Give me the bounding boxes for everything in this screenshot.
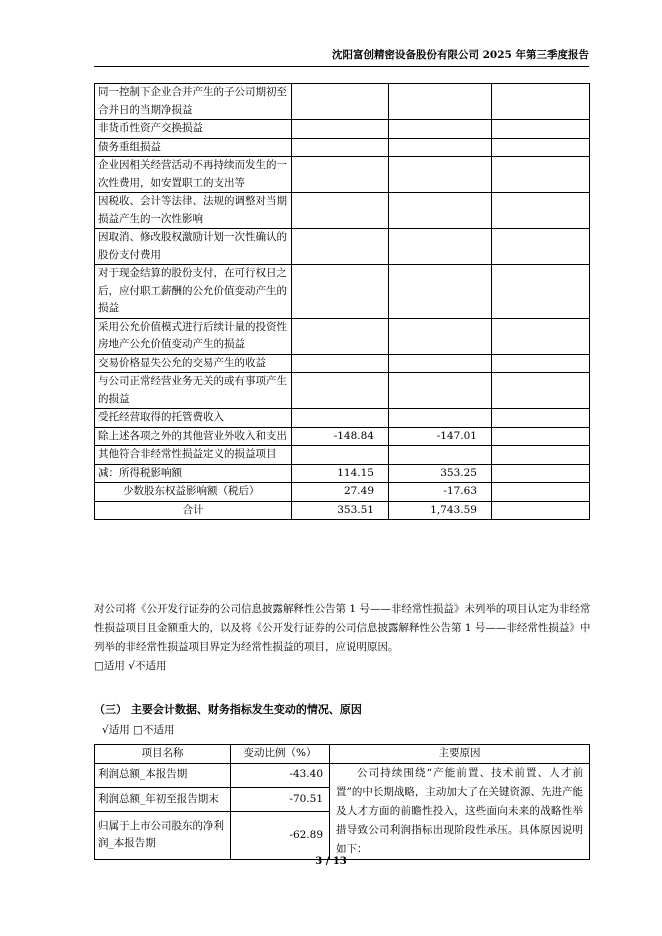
value-current-period: 114.15 — [292, 464, 389, 483]
table-row — [95, 84, 590, 120]
item-label: 其他符合非经常性损益定义的损益项目 — [95, 446, 292, 465]
value-note — [492, 427, 590, 446]
value-current-period — [292, 193, 389, 229]
value-note — [492, 409, 590, 428]
value-note — [492, 483, 590, 502]
value-current-period — [292, 409, 389, 428]
value-note — [492, 446, 590, 465]
table-row — [95, 446, 590, 465]
table-row — [95, 763, 590, 787]
value-year-to-date — [389, 229, 492, 265]
value-note — [492, 318, 590, 354]
header-reason: 主要原因 — [330, 745, 590, 764]
value-year-to-date — [389, 193, 492, 229]
item-name: 利润总额_本报告期 — [95, 763, 231, 787]
reason-text: 公司持续围绕“产能前置、技术前置、人才前置”的中长期战略，主动加大了在关键资源、先进产能及人才方面的前瞻性投入，这些面向未来的战略性举措导致公司利润指标出现阶段性承压。具体原因说明如下： — [336, 766, 583, 855]
value-current-period — [292, 318, 389, 354]
value-current-period — [292, 373, 389, 409]
value-note — [492, 84, 590, 120]
value-year-to-date: -17.63 — [389, 483, 492, 502]
item-label: 非货币性资产交换损益 — [95, 120, 292, 139]
change-ratio: -70.51 — [231, 787, 330, 811]
item-label: 债务重组损益 — [95, 138, 292, 157]
value-note — [492, 464, 590, 483]
table-row — [95, 318, 590, 354]
value-current-period — [292, 138, 389, 157]
table-row — [95, 373, 590, 409]
value-current-period — [292, 265, 389, 319]
value-year-to-date — [389, 354, 492, 373]
value-note — [492, 501, 590, 520]
value-current-period — [292, 354, 389, 373]
item-name: 归属于上市公司股东的净利润_本报告期 — [95, 812, 231, 859]
value-note — [492, 193, 590, 229]
value-year-to-date: 353.25 — [389, 464, 492, 483]
change-ratio: -43.40 — [231, 763, 330, 787]
disclosure-note — [94, 600, 594, 676]
item-label: 减：所得税影响额 — [95, 464, 292, 483]
item-name: 利润总额_年初至报告期末 — [95, 787, 231, 811]
table-row — [95, 501, 590, 520]
value-year-to-date — [389, 157, 492, 193]
item-label: 除上述各项之外的其他营业外收入和支出 — [95, 427, 292, 446]
value-year-to-date — [389, 318, 492, 354]
value-note — [492, 120, 590, 139]
value-note — [492, 265, 590, 319]
section-applicability: √适用 □不适用 — [102, 724, 175, 736]
note-text: 对公司将《公开发行证券的公司信息披露解释性公告第 1 号——非经常性损益》未列举的项目认定为非经常性损益项目且金额重大的，以及将《公开发行证券的公司信息披露解释性公告第 1 号——非经常性损益》中列举的非经常性损益项目界定为经常性损益的项目，应说明原因。 — [94, 603, 591, 653]
item-label: 交易价格显失公允的交易产生的收益 — [95, 354, 292, 373]
note-applicability: □适用 √不适用 — [94, 660, 167, 672]
value-year-to-date: 1,743.59 — [389, 501, 492, 520]
value-current-period — [292, 120, 389, 139]
value-year-to-date — [389, 265, 492, 319]
value-note — [492, 138, 590, 157]
item-label: 受托经营取得的托管费收入 — [95, 409, 292, 428]
table-row — [95, 157, 590, 193]
item-label: 对于现金结算的股份支付，在可行权日之后，应付职工薪酬的公允价值变动产生的损益 — [95, 265, 292, 319]
value-year-to-date — [389, 138, 492, 157]
value-year-to-date: -147.01 — [389, 427, 492, 446]
value-note — [492, 373, 590, 409]
value-current-period: 27.49 — [292, 483, 389, 502]
changes-table — [94, 744, 590, 860]
reason-cell — [330, 763, 590, 859]
value-note — [492, 354, 590, 373]
header-item: 项目名称 — [95, 745, 231, 764]
table-row — [95, 138, 590, 157]
item-label: 因税收、会计等法律、法规的调整对当期损益产生的一次性影响 — [95, 193, 292, 229]
table-row — [95, 265, 590, 319]
table-row — [95, 409, 590, 428]
table-row — [95, 354, 590, 373]
item-label: 企业因相关经营活动不再持续而发生的一次性费用，如安置职工的支出等 — [95, 157, 292, 193]
item-label: 少数股东权益影响额（税后） — [95, 483, 292, 502]
value-current-period — [292, 157, 389, 193]
value-note — [492, 229, 590, 265]
change-ratio: -62.89 — [231, 812, 330, 859]
value-current-period: -148.84 — [292, 427, 389, 446]
value-current-period — [292, 229, 389, 265]
table-row — [95, 120, 590, 139]
item-label: 采用公允价值模式进行后续计量的投资性房地产公允价值变动产生的损益 — [95, 318, 292, 354]
page-header: 沈阳富创精密设备股份有限公司 2025 年第三季度报告 — [94, 47, 589, 67]
item-label: 合计 — [95, 501, 292, 520]
value-year-to-date — [389, 120, 492, 139]
value-year-to-date — [389, 409, 492, 428]
item-label: 与公司正常经营业务无关的或有事项产生的损益 — [95, 373, 292, 409]
value-year-to-date — [389, 446, 492, 465]
value-year-to-date — [389, 373, 492, 409]
non-recurring-items-table — [94, 83, 590, 520]
section-title: （三） 主要会计数据、财务指标发生变动的情况、原因 — [94, 703, 362, 716]
value-year-to-date — [389, 84, 492, 120]
table-row — [95, 483, 590, 502]
table-row — [95, 193, 590, 229]
table-row — [95, 427, 590, 446]
header-ratio: 变动比例（%） — [231, 745, 330, 764]
item-label: 同一控制下企业合并产生的子公司期初至合并日的当期净损益 — [95, 84, 292, 120]
value-current-period — [292, 446, 389, 465]
changes-header-row — [95, 745, 590, 764]
table-row — [95, 229, 590, 265]
value-current-period: 353.51 — [292, 501, 389, 520]
page-number: 3 / 13 — [315, 856, 347, 867]
table-row — [95, 464, 590, 483]
value-current-period — [292, 84, 389, 120]
item-label: 因取消、修改股权激励计划一次性确认的股份支付费用 — [95, 229, 292, 265]
value-note — [492, 157, 590, 193]
